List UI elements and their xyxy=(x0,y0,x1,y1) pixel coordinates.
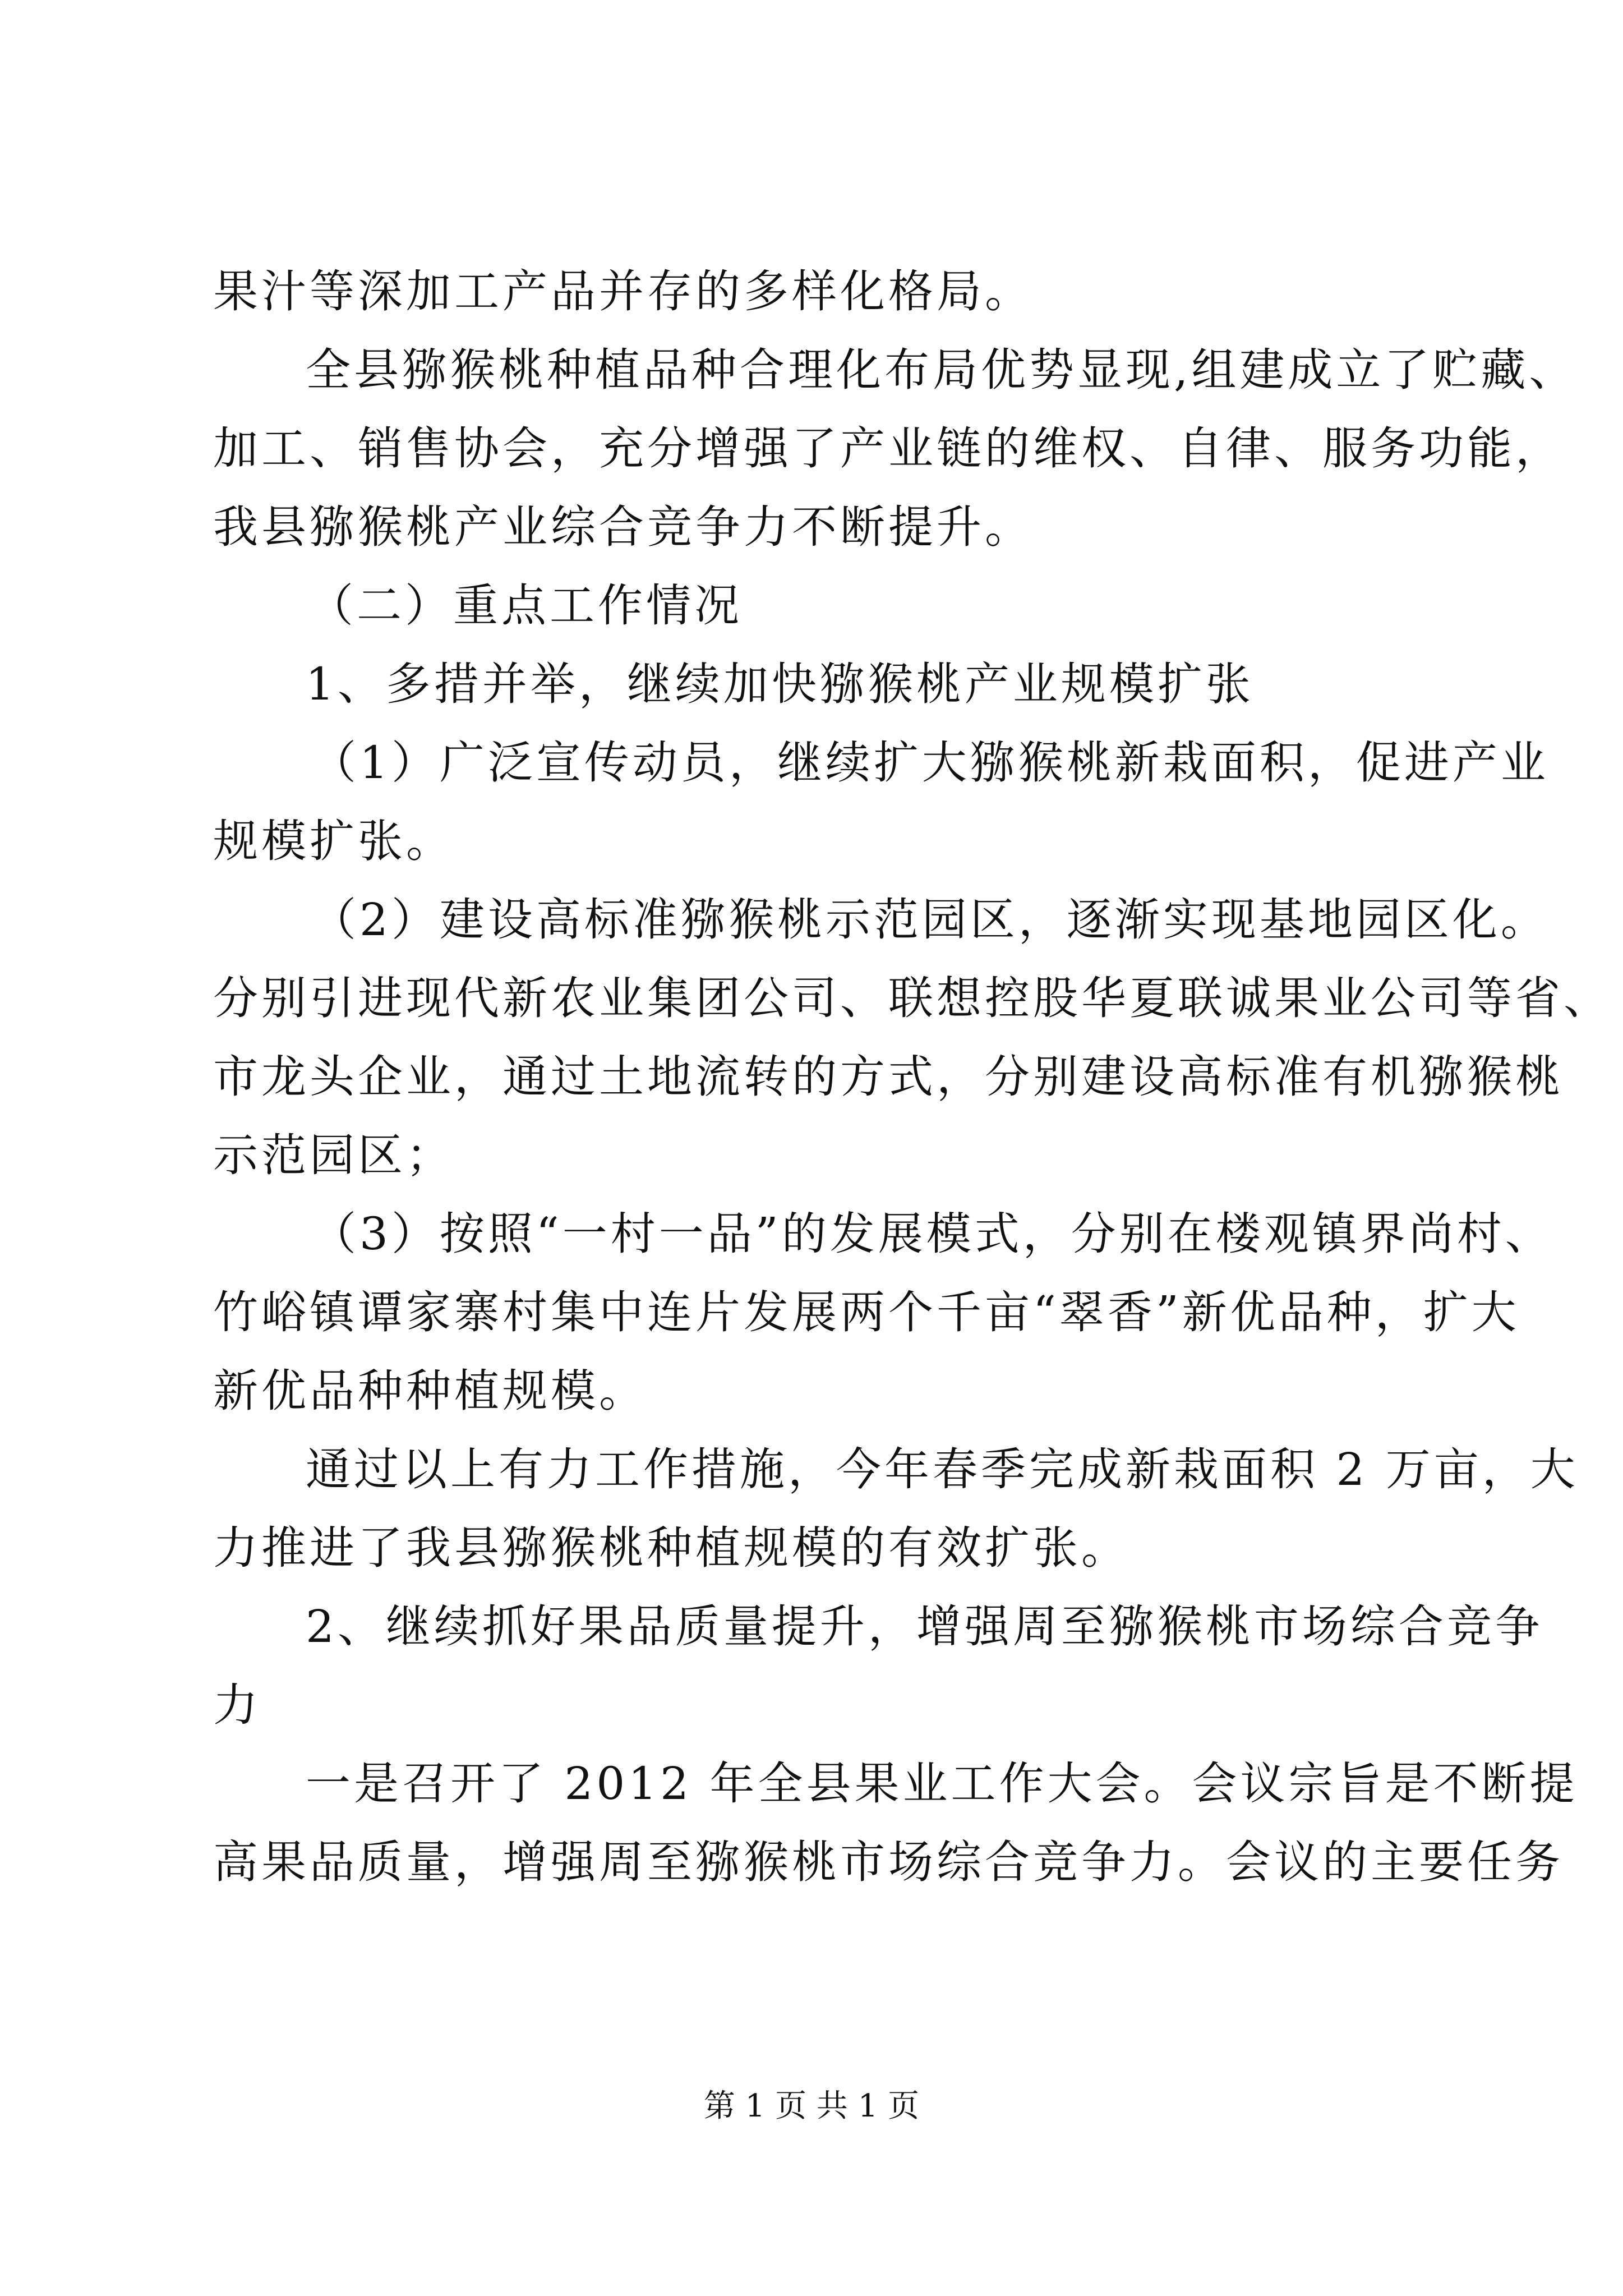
text-line: （3）按照“一村一品”的发展模式，分别在楼观镇界尚村、 xyxy=(311,1208,1553,1260)
text-line: 高果品质量，增强周至猕猴桃市场综合竞争力。会议的主要任务 xyxy=(213,1836,1564,1888)
text-line: （2）建设高标准猕猴桃示范园区，逐渐实现基地园区化。 xyxy=(311,894,1549,946)
text-line: 果汁等深加工产品并存的多样化格局。 xyxy=(213,265,1033,318)
text-line: 通过以上有力工作措施，今年春季完成新栽面积 2 万亩，大 xyxy=(306,1443,1579,1496)
text-line: 加工、销售协会，充分增强了产业链的维权、自律、服务功能， xyxy=(213,422,1564,475)
section-heading: （二）重点工作情况 xyxy=(308,579,743,632)
page-number-footer: 第 1 页 共 1 页 xyxy=(703,2088,920,2124)
text-line: 力推进了我县猕猴桃种植规模的有效扩张。 xyxy=(213,1522,1129,1574)
text-line: 全县猕猴桃种植品种合理化布局优势显现,组建成立了贮藏、 xyxy=(306,344,1578,396)
subsection-heading: 1、多措并举，继续加快猕猴桃产业规模扩张 xyxy=(306,658,1254,710)
text-line: 新优品种种植规模。 xyxy=(213,1365,647,1417)
text-line: 规模扩张。 xyxy=(213,815,454,867)
text-line: 力 xyxy=(213,1679,261,1731)
subsection-heading: 2、继续抓好果品质量提升，增强周至猕猴桃市场综合竞争 xyxy=(306,1600,1543,1653)
text-line: （1）广泛宣传动员，继续扩大猕猴桃新栽面积，促进产业 xyxy=(311,737,1549,789)
text-line: 我县猕猴桃产业综合竞争力不断提升。 xyxy=(213,501,1033,553)
text-line: 竹峪镇谭家寨村集中连片发展两个千亩“翠香”新优品种，扩大 xyxy=(213,1286,1520,1338)
text-line: 一是召开了 2012 年全县果业工作大会。会议宗旨是不断提 xyxy=(306,1757,1578,1810)
text-line: 分别引进现代新农业集团公司、联想控股华夏联诚果业公司等省、 xyxy=(213,972,1612,1024)
text-line: 示范园区； xyxy=(213,1129,454,1181)
text-line: 市龙头企业，通过土地流转的方式，分别建设高标准有机猕猴桃 xyxy=(213,1051,1564,1103)
